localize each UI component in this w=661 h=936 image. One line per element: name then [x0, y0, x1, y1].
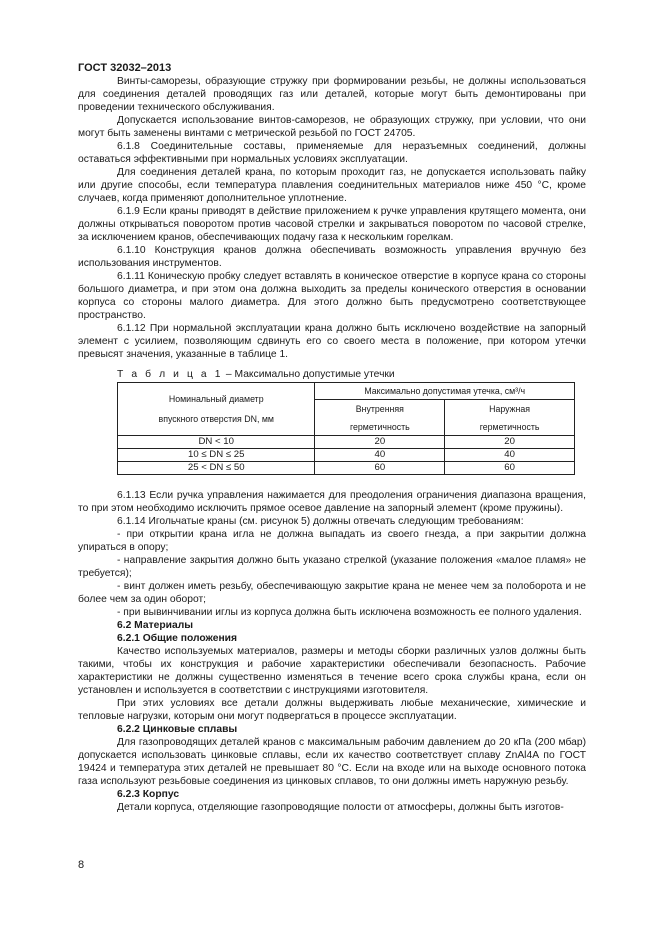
- paragraph: Для газопроводящих деталей кранов с максимальным рабочим давлением до 20 кПа (200 мбар) допускается использовать цинковые сплавы, если их качество соответствует сплаву ZnAl4A по ГОСТ 19424 и температура этих деталей не превышает 80 °С. Если на входе или на выходе основного потока газа используют резьбовые соединения из цинковых сплавов, то они должны иметь наружную резьбу.: [78, 737, 586, 787]
- paragraph: При этих условиях все детали должны выдерживать любые механические, химические и тепловые нагрузки, которым они могут подвергаться в процессе эксплуатации.: [78, 698, 586, 722]
- list-item: - при вывинчивании иглы из корпуса должна быть исключена возможность ее полного удаления.: [117, 607, 582, 618]
- paragraph: Винты-саморезы, образующие стружку при формировании резьбы, не должны использоваться для соединения деталей проводящих газ или деталей, которые могут быть демонтированы при проведении технического обслуживания.: [78, 76, 586, 113]
- text-block-a: [78, 75, 586, 361]
- paragraph: 6.1.13 Если ручка управления нажимается для преодоления ограничения диапазона вращения, то при этом необходимо исключить прямое осевое давление на запорный элемент (кроме пружины).: [78, 490, 586, 514]
- section-heading: 6.2.2 Цинковые сплавы: [117, 724, 238, 735]
- internal-cell: 40: [315, 449, 445, 462]
- paragraph: Качество используемых материалов, размеры и методы сборки различных узлов должны быть такими, чтобы их конструкция и рабочие характеристики обеспечивали безопасность. Рабочие характеристики не должны существенно изменяться в течение всего срока службы крана, если он установлен и используется в соответствии с инструкциями изготовителя.: [78, 646, 586, 696]
- external-cell: 20: [445, 436, 575, 449]
- dn-cell: 25 < DN ≤ 50: [118, 462, 315, 475]
- dn-header-cell: [118, 383, 315, 436]
- list-item: - при открытии крана игла не должна выпадать из своего гнезда, а при закрытии должна упираться в опору;: [78, 529, 586, 553]
- dn-header-line1: Номинальный диаметр: [168, 394, 264, 404]
- paragraph: Допускается использование винтов-саморезов, не образующих стружку, при условии, что они могут быть заменены винтами с метрической резьбой по ГОСТ 24705.: [78, 115, 586, 139]
- table-caption: [117, 368, 395, 381]
- internal-header-cell: [315, 400, 445, 436]
- external-cell: 60: [445, 462, 575, 475]
- paragraph: 6.1.10 Конструкция кранов должна обеспечивать возможность управления вручную без использования инструментов.: [78, 245, 586, 269]
- paragraph: 6.1.9 Если краны приводят в действие приложением к ручке управления крутящего момента, они должны открываться поворотом против часовой стрелки и закрываться поворотом по часовой стрелке, за исключением кранов, обеспечивающих подачу газа к нескольким горелкам.: [78, 206, 586, 243]
- external-header-cell: [445, 400, 575, 436]
- dn-cell: 10 ≤ DN ≤ 25: [118, 449, 315, 462]
- paragraph: 6.1.11 Коническую пробку следует вставлять в коническое отверстие в корпусе крана со стороны большого диаметра, и при этом она должна выходить за пределы конического отверстия в основании корпуса со стороны малого диаметра. Для этого должно быть предусмотрено соответствующее пространство.: [78, 271, 586, 321]
- dn-cell: DN < 10: [118, 436, 315, 449]
- page-number: 8: [78, 859, 85, 871]
- external-header-line1: Наружная: [489, 403, 531, 414]
- external-cell: 40: [445, 449, 575, 462]
- table-caption-text: – Максимально допустимые утечки: [223, 369, 395, 380]
- section-heading: 6.2 Материалы: [117, 620, 194, 631]
- document-header: ГОСТ 32032–2013: [78, 62, 172, 74]
- table-row: [118, 436, 575, 449]
- leakage-table: [117, 382, 575, 475]
- list-item: - винт должен иметь резьбу, обеспечивающую закрытие крана не менее чем за полоборота и не более чем за один оборот;: [78, 581, 586, 605]
- paragraph: 6.1.12 При нормальной эксплуатации крана должно быть исключено воздействие на запорный элемент с усилием, позволяющим сдвинуть его со своего места в положение, при котором утечки превысят значения, указанные в таблице 1.: [78, 323, 586, 360]
- table-row: [118, 462, 575, 475]
- internal-header-line1: Внутренняя: [355, 403, 404, 414]
- paragraph: 6.1.14 Игольчатые краны (см. рисунок 5) должны отвечать следующим требованиям:: [117, 516, 524, 527]
- internal-cell: 20: [315, 436, 445, 449]
- list-item: - направление закрытия должно быть указано стрелкой (указание положения «малое пламя» не требуется);: [78, 555, 586, 579]
- external-header-line2: герметичность: [479, 421, 540, 432]
- internal-cell: 60: [315, 462, 445, 475]
- section-heading: 6.2.1 Общие положения: [117, 633, 237, 644]
- text-block-b: [78, 489, 586, 814]
- paragraph: 6.1.8 Соединительные составы, применяемые для неразъемных соединений, должны оставаться эффективными при нормальных условиях эксплуатации.: [78, 141, 586, 165]
- internal-header-line2: герметичность: [349, 421, 410, 432]
- dn-header-line2: впускного отверстия DN, мм: [158, 414, 274, 424]
- paragraph: Для соединения деталей крана, по которым проходит газ, не допускается использовать пайку или другие способы, если температура плавления соединительных материалов ниже 450 °С, кроме случаев, когда применяют дополнительное уплотнение.: [78, 167, 586, 204]
- leakage-group-header: Максимально допустимая утечка, см³/ч: [315, 383, 575, 400]
- table-caption-label: Т а б л и ц а 1: [117, 369, 224, 380]
- table-row: [118, 449, 575, 462]
- paragraph: Детали корпуса, отделяющие газопроводящие полости от атмосферы, должны быть изготов-: [117, 802, 564, 813]
- section-heading: 6.2.3 Корпус: [117, 789, 180, 800]
